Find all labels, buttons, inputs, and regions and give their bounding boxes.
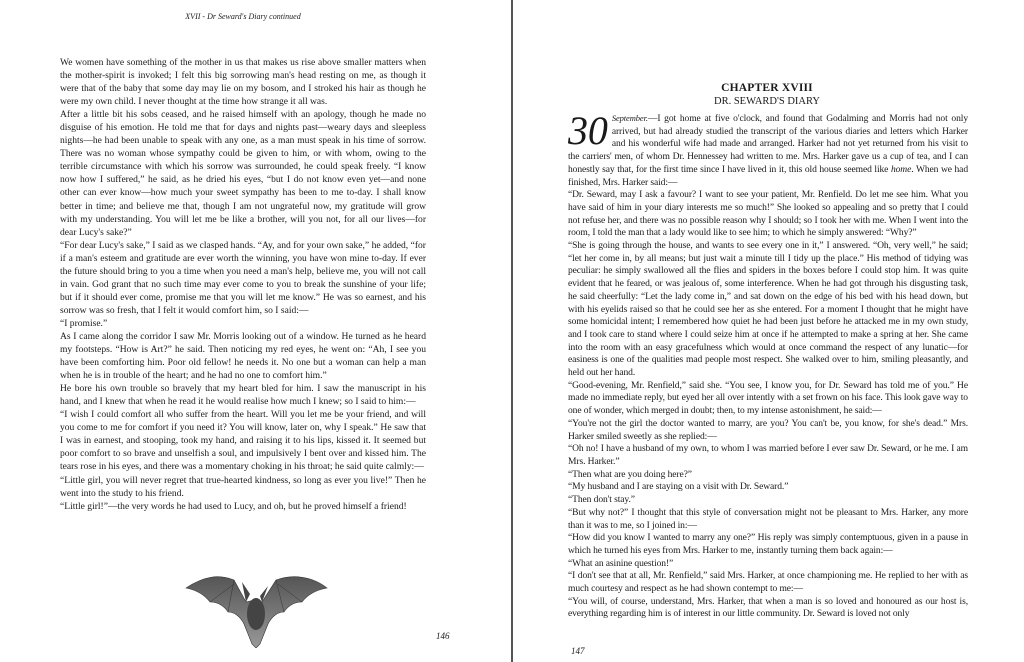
- page-divider: [511, 0, 513, 662]
- paragraph: “Oh no! I have a husband of my own, to whom I was married before I ever saw Dr. Seward, or he me. I am Mrs. Harker.”: [568, 443, 968, 467]
- paragraph: We women have something of the mother in us that makes us rise above smaller matters when the mother-spirit is invoked; I felt this big sorrowing man's head resting on me, as though it were that of the baby that some day may lie on my bosom, and I stroked his hair as though he were my own child. I never thought at the time how strange it all was.: [60, 57, 426, 108]
- paragraph: “I promise.”: [60, 317, 108, 329]
- paragraph: “My husband and I are staying on a visit with Dr. Seward.”: [568, 481, 789, 493]
- paragraph: “Little girl!”—the very words he had used to Lucy, and oh, but he proved himself a friend!: [60, 500, 407, 512]
- chapter-title: DR. SEWARD'S DIARY: [713, 96, 821, 107]
- bat-illustration: [184, 572, 329, 648]
- left-body-text: [60, 56, 426, 513]
- paragraph: “Little girl, you will never regret that true-hearted kindness, so long as ever you live!” Then he went into the study to his friend.: [60, 474, 426, 499]
- paragraph: “I don't see that at all, Mr. Renfield,” said Mrs. Harker, at once championing me. He replied to her with as much courtesy and respect as he had shown contempt to me:—: [568, 570, 968, 595]
- page-number: 147: [571, 646, 585, 656]
- paragraph: “Then don't stay.”: [568, 494, 635, 506]
- paragraph: “But why not?” I thought that this style of conversation might not be pleasant to Mrs. Harker, any more than it was to me, so I joined in:—: [568, 506, 968, 531]
- left-page: [0, 0, 511, 662]
- running-head: XVII - Dr Seward's Diary continued: [185, 12, 301, 21]
- emphasis: home: [890, 163, 912, 175]
- paragraph: “You're not the girl the doctor wanted to marry, are you? You can't be, you know, for she's dead.” Mrs. Harker smiled sweetly as she replied:—: [568, 417, 968, 442]
- chapter-number: CHAPTER XVIII: [721, 82, 813, 94]
- paragraph: “Good-evening, Mr. Renfield,” said she. “You see, I know you, for Dr. Seward has told me of you.” He made no immediate reply, but eyed her all over intently with a set frown on his face. This look gave way to one of wonder, which merged in doubt; then, to my intense astonishment, he said:—: [568, 379, 968, 417]
- paragraph: “She is going through the house, and wants to see every one in it,” I answered. “Oh, very well,” he said; “let her come in, by all means; but just wait a minute till I tidy up the place.” His method of tidying was peculiar: he simply swallowed all the flies and spiders in the boxes before I could stop him. It was quite evident that he feared, or was jealous of, some interference. When he had got through his disgusting task, he said cheerfully: “Let the lady come in,” and sat down on the edge of his bed with his head down, but with his eyelids raised so that he could see her as she entered. For a moment I thought that he might have some homicidal intent; I remembered how quiet he had been just before he attacked me in my own study, and I took care to stand where I could seize him at once if he attempted to make a spring at her. She came into the room with an easy gracefulness which would at once command the respect of any lunatic—for easiness is one of the qualities mad people most respect. She walked over to him, smiling pleasantly, and held out her hand.: [568, 240, 968, 379]
- paragraph: After a little bit his sobs ceased, and he raised himself with an apology, though he made no disguise of his emotion. He told me that for days and nights past—weary days and sleepless nights—he had been unable to speak with any one, as a man must speak in his time of sorrow. There was no woman whose sympathy could be given to him, or with whom, owing to the terrible circumstance with which his sorrow was surrounded, he could speak freely. “I know now how I suffered,” he said, as he dried his eyes, “but I do not know even yet—and none other can ever know—how much your sweet sympathy has been to me to-day. I shall know better in time; and believe me that, though I am not ungrateful now, my gratitude will grow with my understanding. You will let me be like a brother, will you not, for all our lives—for dear Lucy's sake?”: [60, 109, 426, 238]
- paragraph: He bore his own trouble so bravely that my heart bled for him. I saw the manuscript in his hand, and I knew that when he read it he would realise how much I knew; so I said to him:—: [60, 383, 426, 408]
- diary-date: September.: [611, 113, 648, 123]
- paragraph: As I came along the corridor I saw Mr. Morris looking out of a window. He turned as he heard my footsteps. “How is Art?” he said. Then noticing my red eyes, he went on: “Ah, I see you have been comforting him. Poor old fellow! he needs it. No one but a woman can help a man when he is in trouble of the heart; and he had no one to comfort him.”: [60, 330, 426, 382]
- paragraph-text: —I got home at five o'clock, and found that Godalming and Morris had not only arrived, but had already studied the transcript of the various diaries and letters which Harker and his wonderful wife had made and arranged. Harker had not yet returned from his visit to the carriers' men, of whom Dr. Hennessey had written to me. Mrs. Harker gave us a cup of tea, and I can honestly say that, for the first time since I have lived in it, this old house seemed like: [568, 113, 968, 175]
- paragraph: “What an asinine question!”: [568, 557, 674, 569]
- first-paragraph: [568, 112, 968, 189]
- paragraph: “Dr. Seward, may I ask a favour? I want to see your patient, Mr. Renfield. Do let me see him. What you have said of him in your diary interests me so much!” She looked so appealing and so pretty that I could not refuse her, and there was no possible reason why I should; so I took her with me. When I went into the room, I told the man that a lady would like to see him; to which he simply answered: “Why?”: [568, 189, 968, 239]
- page-number: 146: [436, 631, 450, 641]
- right-body-text: [568, 112, 968, 621]
- paragraph: “Then what are you doing here?”: [568, 468, 692, 480]
- paragraph-text: . When we had finished, Mrs. Harker said:—: [568, 163, 968, 188]
- drop-cap: 30: [568, 112, 608, 151]
- right-page: [514, 0, 1024, 662]
- paragraph: “You will, of course, understand, Mrs. Harker, that when a man is so loved and honoured as our host is, everything regarding him is of interest in our little community. Dr. Seward is loved not only: [568, 595, 968, 620]
- paragraph: “How did you know I wanted to marry any one?” His reply was simply contemptuous, given in a pause in which he turned his eyes from Mrs. Harker to me, instantly turning them back again:—: [568, 532, 968, 556]
- paragraph: “For dear Lucy's sake,” I said as we clasped hands. “Ay, and for your own sake,” he added, “for if a man's esteem and gratitude are ever worth the winning, you have won mine to-day. If ever the future should bring to you a time when you need a man's help, believe me, you will not call in vain. God grant that no such time may ever come to you to break the sunshine of your life; but if it should ever come, promise me that you will let me know.” He was so earnest, and his sorrow was so fresh, that I felt it would comfort him, so I said:—: [60, 239, 426, 316]
- paragraph: “I wish I could comfort all who suffer from the heart. Will you let me be your friend, and will you come to me for comfort if you need it? You will know, later on, why I speak.” He saw that I was in earnest, and stooping, took my hand, and raising it to his lips, kissed it. It seemed but poor comfort to so brave and unselfish a soul, and impulsively I bent over and kissed him. The tears rose in his eyes, and there was a momentary choking in his throat; he said quite calmly:—: [60, 409, 426, 473]
